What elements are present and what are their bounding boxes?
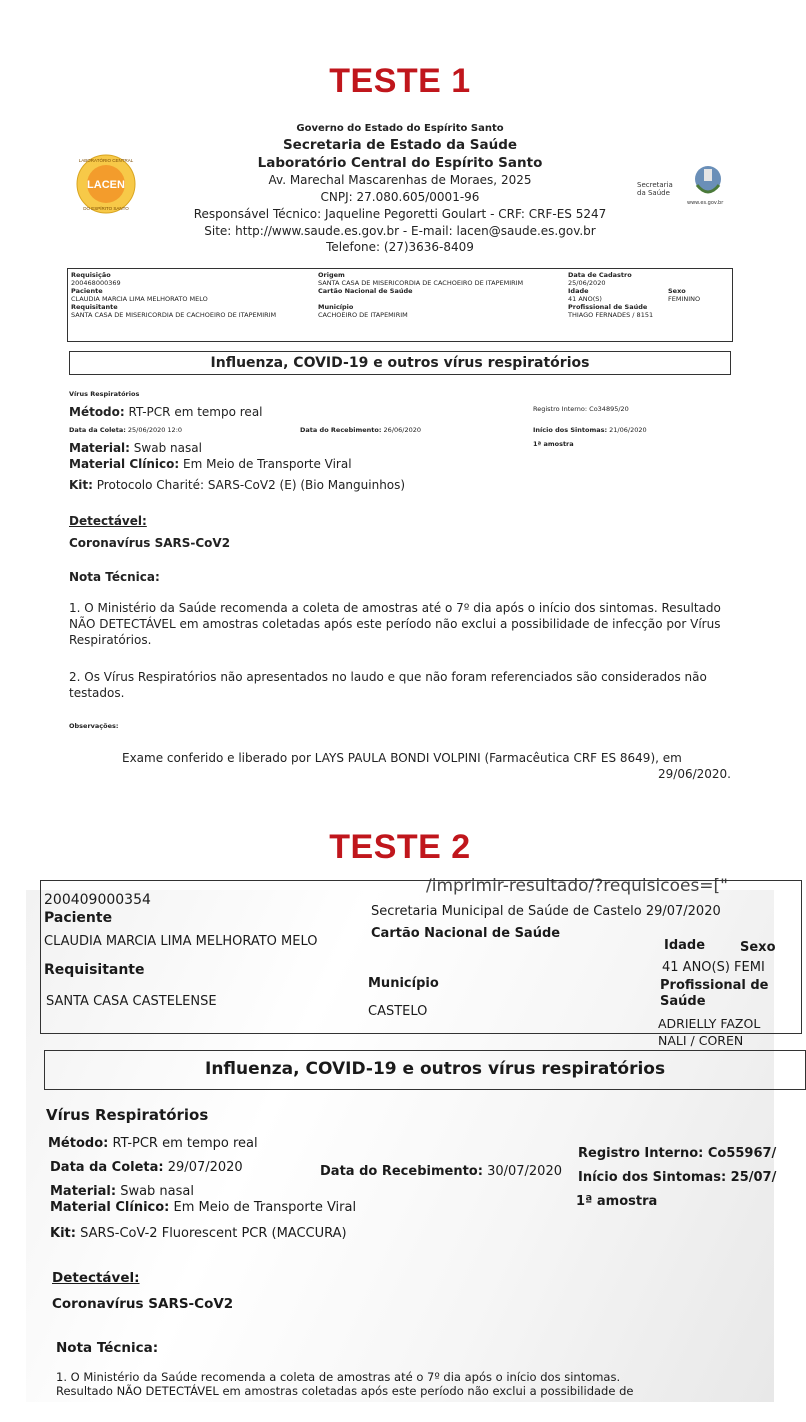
result-value: Coronavírus SARS-CoV2 <box>69 536 231 550</box>
metodo-row: Método: RT-PCR em tempo real <box>69 405 263 419</box>
cartao-label-2: Cartão Nacional de Saúde <box>371 926 561 941</box>
recebimento-row-2: Data do Recebimento: 30/07/2020 <box>320 1164 562 1179</box>
observacoes-label: Observações: <box>69 722 119 730</box>
lab-line: Laboratório Central do Espírito Santo <box>257 155 543 171</box>
lab-report-1 <box>55 118 745 798</box>
exam-title-2: Influenza, COVID-19 e outros vírus respiratórios <box>205 1059 666 1079</box>
paciente-2: CLAUDIA MARCIA LIMA MELHORATO MELO <box>44 934 318 949</box>
teste-2-heading: TESTE 2 <box>329 828 471 866</box>
registro-2: Registro Interno: Co55967/ <box>578 1146 777 1161</box>
municipio-label-2: Município <box>368 976 439 991</box>
material-row-2: Material: Swab nasal <box>50 1184 194 1199</box>
nota-2-line-1: 1. O Ministério da Saúde recomenda a coleta de amostras até o 7º dia após o início dos sintomas. <box>56 1370 621 1384</box>
idade-2: 41 ANO(S) FEMI <box>662 960 765 975</box>
sexo-label-2: Sexo <box>740 940 776 955</box>
coleta-row-2: Data da Coleta: 29/07/2020 <box>50 1160 243 1175</box>
virus-label: Vírus Respiratórios <box>69 390 140 398</box>
url-fragment: /imprimir-resultado/?requisicoes=[" <box>426 876 728 896</box>
cnpj-line: CNPJ: 27.080.605/0001-96 <box>320 190 480 204</box>
detectavel-label: Detectável: <box>69 514 147 528</box>
requisicao-2: 200409000354 <box>44 892 151 908</box>
registro-interno: Registro Interno: Co34895/20 <box>533 405 629 413</box>
detectavel-label-2: Detectável: <box>52 1270 140 1286</box>
origem-2: Secretaria Municipal de Saúde de Castelo 29/07/2020 <box>371 904 721 919</box>
paciente-label-2: Paciente <box>44 910 113 926</box>
kit-row-2: Kit: SARS-CoV-2 Fluorescent PCR (MACCURA) <box>50 1226 347 1241</box>
conferido-line: Exame conferido e liberado por LAYS PAULA BONDI VOLPINI (Farmacêutica CRF ES 8649), em <box>122 751 682 765</box>
responsavel-line: Responsável Técnico: Jaqueline Pegoretti Goulart - CRF: CRF-ES 5247 <box>193 207 607 221</box>
profissional-2b: NALI / COREN <box>658 1033 744 1048</box>
state-logo: Secretaria da Saúde www.es.gov.br <box>637 163 732 208</box>
secretaria-line: Secretaria de Estado da Saúde <box>282 137 518 153</box>
svg-text:DO ESPÍRITO SANTO: DO ESPÍRITO SANTO <box>83 206 129 211</box>
state-crest-icon <box>687 163 729 199</box>
address-line: Av. Marechal Mascarenhas de Moraes, 2025 <box>268 173 532 187</box>
exam-title: Influenza, COVID-19 e outros vírus respiratórios <box>69 351 731 375</box>
nota-label-2: Nota Técnica: <box>56 1340 159 1356</box>
lab-report-2-photo <box>26 876 777 1402</box>
amostra: 1ª amostra <box>533 440 574 448</box>
requisitante-2: SANTA CASA CASTELENSE <box>46 994 217 1009</box>
nota-2-line-2: Resultado NÃO DETECTÁVEL em amostras coletadas após este período não exclui a possibilidade de <box>56 1384 634 1398</box>
municipio-2: CASTELO <box>368 1004 428 1019</box>
amostra-2: 1ª amostra <box>576 1194 658 1209</box>
site-line: Site: http://www.saude.es.gov.br - E-mail: lacen@saude.es.gov.br <box>204 224 596 238</box>
nota-2: 2. Os Vírus Respiratórios não apresentados no laudo e que não foram referenciados são considerados não testados. <box>69 670 707 700</box>
virus-label-2: Vírus Respiratórios <box>46 1106 209 1124</box>
metodo-row-2: Método: RT-PCR em tempo real <box>48 1136 258 1151</box>
patient-info-box: Requisição 200468000369 Paciente CLAUDIA MARCIA LIMA MELHORATO MELO Requisitante SANTA CASA DE MISERICORDIA DE CACHOEIRO DE ITAPEMIRIM Origem SANTA CASA DE MISERICORDIA DE CACHOEIRO DE ITAPEMIRIM Cartão Nacional de Saúde Município CACHOEIRO DE ITAPEMIRIM Data de Cadastro 25/06/2020 Idade 41 ANO(S) Profissional de Saúde THIAGO FERNADES / 8151 Sexo FEMININO <box>67 268 733 342</box>
requisitante-label-2: Requisitante <box>44 962 145 978</box>
conferido-date: 29/06/2020. <box>658 767 731 781</box>
profissional-2a: ADRIELLY FAZOL <box>658 1016 761 1031</box>
sintomas-2: Início dos Sintomas: 25/07/ <box>578 1170 777 1185</box>
material-clinico-row-2: Material Clínico: Em Meio de Transporte Viral <box>50 1200 357 1215</box>
svg-text:LACEN: LACEN <box>87 179 125 191</box>
sintomas-row: Início dos Sintomas: 21/06/2020 <box>533 426 647 434</box>
nota-1: 1. O Ministério da Saúde recomenda a coleta de amostras até o 7º dia após o início dos sintomas. Resultado NÃO DETECTÁVEL em amostras coletadas após este período não exclui a possibilidade de infecção por Vírus Respiratórios. <box>69 601 721 647</box>
profissional-label-2a: Profissional de <box>660 978 769 993</box>
kit-row: Kit: Protocolo Charité: SARS-CoV2 (E) (Bio Manguinhos) <box>69 478 406 492</box>
idade-label-2: Idade <box>664 938 706 953</box>
result-value-2: Coronavírus SARS-CoV2 <box>52 1296 234 1312</box>
recebimento-row: Data do Recebimento: 26/06/2020 <box>300 426 422 434</box>
material-row: Material: Swab nasal <box>69 441 202 455</box>
profissional-label-2b: Saúde <box>660 994 706 1009</box>
svg-text:LABORATÓRIO CENTRAL: LABORATÓRIO CENTRAL <box>78 158 134 163</box>
exam-title-2-box <box>44 1050 806 1090</box>
nota-label: Nota Técnica: <box>69 570 160 584</box>
telefone-line: Telefone: (27)3636-8409 <box>326 240 474 254</box>
material-clinico-row: Material Clínico: Em Meio de Transporte Viral <box>69 457 352 471</box>
teste-1-heading: TESTE 1 <box>329 62 471 100</box>
coleta-row: Data da Coleta: 25/06/2020 12:0 <box>69 426 183 434</box>
gov-line: Governo do Estado do Espírito Santo <box>296 123 504 134</box>
